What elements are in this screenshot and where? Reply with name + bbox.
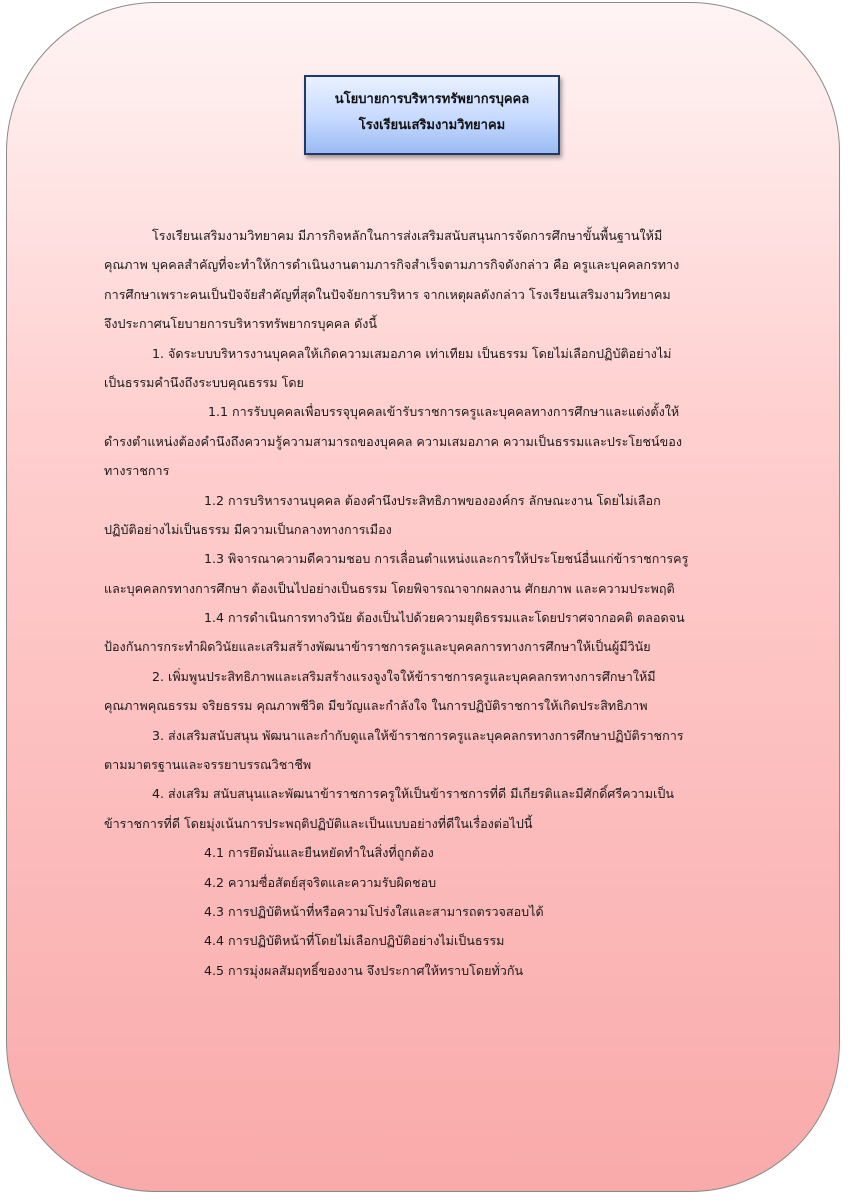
policy-line: เป็นธรรมคำนึงถึงระบบคุณธรรม โดย — [104, 374, 304, 390]
policy-line: ป้องกันการกระทำผิดวินัยและเสริมสร้างพัฒนาข้าราชการครูและบุคคลการทางการศึกษาให้เป็นผู้มีวินัย — [104, 639, 651, 655]
policy-line: 1.1 การรับบุคคลเพื่อบรรจุบุคคลเข้ารับราชการครูและบุคคลทางการศึกษาและแต่งตั้งให้ — [208, 404, 680, 420]
policy-body — [104, 221, 744, 985]
policy-line: 4.5 การมุ่งผลสัมฤทธิ์ของงาน จึงประกาศให้ทราบโดยทั่วกัน — [204, 962, 524, 978]
policy-line: 1.2 การบริหารงานบุคคล ต้องคำนึงประสิทธิภาพขององค์กร ลักษณะงาน โดยไม่เลือก — [204, 492, 661, 508]
title-line-1: นโยบายการบริหารทรัพยากรบุคคล — [334, 92, 530, 107]
policy-line: 4. ส่งเสริม สนับสนุนและพัฒนาข้าราชการครูให้เป็นข้าราชการที่ดี มีเกียรติและมีศักดิ์ศรีความเป็น — [152, 786, 674, 802]
policy-line: ทางราชการ — [104, 463, 170, 479]
policy-line: ตามมาตรฐานและจรรยาบรรณวิชาชีพ — [104, 757, 312, 773]
title-line-2: โรงเรียนเสริมงามวิทยาคม — [358, 118, 506, 133]
title-box — [304, 75, 560, 155]
policy-line: ข้าราชการที่ดี โดยมุ่งเน้นการประพฤติปฏิบัติและเป็นแบบอย่างที่ดีในเรื่องต่อไปนี้ — [104, 815, 533, 831]
policy-line: 1.3 พิจารณาความดีความชอบ การเลื่อนตำแหน่งและการให้ประโยชน์อื่นแก่ข้าราชการครู — [204, 551, 689, 567]
policy-line: 2. เพิ่มพูนประสิทธิภาพและเสริมสร้างแรงจูงใจให้ข้าราชการครูและบุคคลกรทางการศึกษาให้มี — [152, 668, 656, 684]
policy-line: 3. ส่งเสริมสนับสนุน พัฒนาและกำกับดูแลให้ข้าราชการครูและบุคคลกรทางการศึกษาปฏิบัติราชการ — [152, 727, 684, 743]
policy-line: การศึกษาเพราะคนเป็นปัจจัยสำคัญที่สุดในปัจจัยการบริหาร จากเหตุผลดังกล่าว โรงเรียนเสริมงามวิทยาคม — [104, 286, 671, 302]
policy-line: ดำรงตำแหน่งต้องคำนึงถึงความรู้ความสามารถของบุคคล ความเสมอภาค ความเป็นธรรมและประโยชน์ของ — [104, 433, 682, 449]
policy-line: 4.2 ความซื่อสัตย์สุจริตและความรับผิดชอบ — [204, 874, 437, 890]
policy-line: และบุคคลกรทางการศึกษา ต้องเป็นไปอย่างเป็นธรรม โดยพิจารณาจากผลงาน ศักยภาพ และความประพฤติ — [104, 580, 675, 596]
policy-line: โรงเรียนเสริมงามวิทยาคม มีภารกิจหลักในการส่งเสริมสนับสนุนการจัดการศึกษาขั้นพื้นฐานให้มี — [152, 228, 663, 243]
policy-line: ปฏิบัติอย่างไม่เป็นธรรม มีความเป็นกลางทางการเมือง — [104, 521, 392, 537]
policy-line: 4.1 การยึดมั่นและยืนหยัดทำในสิ่งที่ถูกต้อง — [204, 845, 434, 861]
policy-line: 4.3 การปฏิบัติหน้าที่หรือความโปร่งใสและสามารถตรวจสอบได้ — [204, 903, 544, 919]
policy-line: จึงประกาศนโยบายการบริหารทรัพยากรบุคคล ดังนี้ — [104, 316, 378, 332]
policy-line: คุณภาพคุณธรรม จริยธรรม คุณภาพชีวิต มีขวัญและกำลังใจ ในการปฏิบัติราชการให้เกิดประสิทธิภาพ — [104, 698, 648, 714]
policy-line: 1. จัดระบบบริหารงานบุคคลให้เกิดความเสมอภาค เท่าเทียม เป็นธรรม โดยไม่เลือกปฏิบัติอย่างไม่ — [152, 345, 672, 361]
policy-line: คุณภาพ บุคคลสำคัญที่จะทำให้การดำเนินงานตามภารกิจสำเร็จตามภารกิจดังกล่าว คือ ครูและบุคคลกรทาง — [104, 257, 680, 273]
policy-line: 1.4 การดำเนินการทางวินัย ต้องเป็นไปด้วยความยุติธรรมและโดยปราศจากอคติ ตลอดจน — [204, 610, 685, 626]
policy-line: 4.4 การปฏิบัติหน้าที่โดยไม่เลือกปฏิบัติอย่างไม่เป็นธรรม — [204, 933, 505, 949]
